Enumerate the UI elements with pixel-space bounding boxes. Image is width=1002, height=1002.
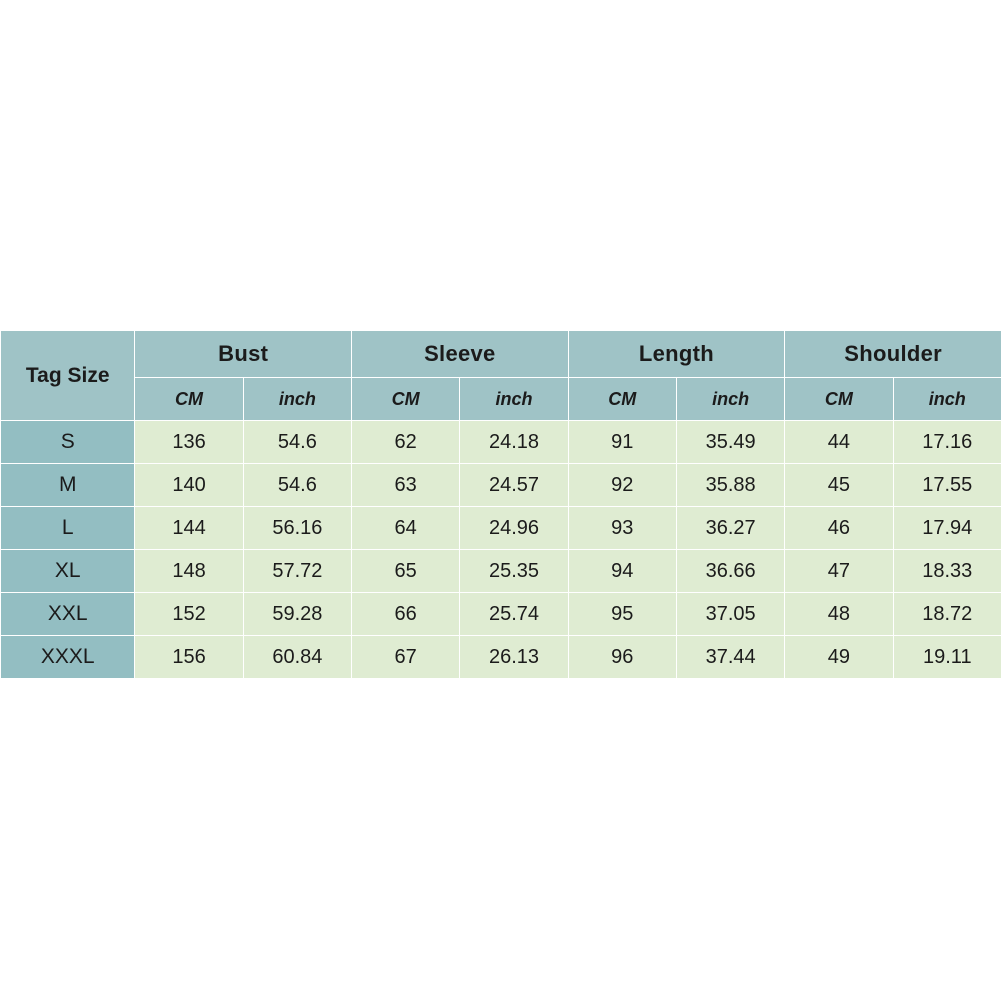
table-row [1, 507, 1002, 550]
cell-length-inch: 36.66 [676, 550, 784, 593]
cell-sleeve-inch: 25.35 [460, 550, 568, 593]
table-row [1, 636, 1002, 679]
cell-shoulder-inch: 18.33 [893, 550, 1001, 593]
cell-bust-inch: 59.28 [243, 593, 351, 636]
cell-sleeve-cm: 64 [352, 507, 460, 550]
cell-length-cm: 95 [568, 593, 676, 636]
header-group-length: Length [568, 331, 785, 378]
row-size-label: XXXL [1, 636, 135, 679]
cell-sleeve-inch: 25.74 [460, 593, 568, 636]
cell-length-cm: 96 [568, 636, 676, 679]
size-chart-table [0, 330, 1002, 679]
cell-sleeve-inch: 24.57 [460, 464, 568, 507]
cell-length-inch: 37.44 [676, 636, 784, 679]
cell-sleeve-cm: 65 [352, 550, 460, 593]
cell-sleeve-cm: 62 [352, 421, 460, 464]
header-unit-bust-cm: CM [135, 378, 243, 421]
cell-bust-inch: 54.6 [243, 464, 351, 507]
cell-length-cm: 92 [568, 464, 676, 507]
cell-length-cm: 94 [568, 550, 676, 593]
header-unit-length-inch: inch [676, 378, 784, 421]
header-row-groups [1, 331, 1002, 378]
cell-bust-cm: 148 [135, 550, 243, 593]
header-unit-shoulder-inch: inch [893, 378, 1001, 421]
header-unit-sleeve-inch: inch [460, 378, 568, 421]
table-row [1, 464, 1002, 507]
cell-shoulder-inch: 17.94 [893, 507, 1001, 550]
header-tag-size: Tag Size [1, 331, 135, 421]
cell-bust-inch: 54.6 [243, 421, 351, 464]
cell-sleeve-cm: 67 [352, 636, 460, 679]
cell-bust-cm: 144 [135, 507, 243, 550]
cell-bust-cm: 156 [135, 636, 243, 679]
cell-length-cm: 91 [568, 421, 676, 464]
header-unit-sleeve-cm: CM [352, 378, 460, 421]
cell-bust-inch: 56.16 [243, 507, 351, 550]
cell-shoulder-inch: 17.55 [893, 464, 1001, 507]
row-size-label: L [1, 507, 135, 550]
cell-length-inch: 36.27 [676, 507, 784, 550]
cell-shoulder-cm: 49 [785, 636, 893, 679]
cell-bust-cm: 136 [135, 421, 243, 464]
cell-bust-cm: 140 [135, 464, 243, 507]
row-size-label: XXL [1, 593, 135, 636]
table-row [1, 593, 1002, 636]
table-row [1, 421, 1002, 464]
row-size-label: S [1, 421, 135, 464]
size-chart-container [0, 330, 1002, 679]
cell-shoulder-inch: 17.16 [893, 421, 1001, 464]
row-size-label: M [1, 464, 135, 507]
cell-shoulder-cm: 44 [785, 421, 893, 464]
header-unit-shoulder-cm: CM [785, 378, 893, 421]
cell-sleeve-cm: 63 [352, 464, 460, 507]
header-group-sleeve: Sleeve [352, 331, 569, 378]
cell-bust-inch: 60.84 [243, 636, 351, 679]
cell-sleeve-cm: 66 [352, 593, 460, 636]
cell-bust-inch: 57.72 [243, 550, 351, 593]
table-body [1, 421, 1002, 679]
cell-length-inch: 37.05 [676, 593, 784, 636]
cell-shoulder-inch: 19.11 [893, 636, 1001, 679]
cell-shoulder-cm: 48 [785, 593, 893, 636]
cell-shoulder-cm: 47 [785, 550, 893, 593]
cell-length-inch: 35.88 [676, 464, 784, 507]
header-unit-length-cm: CM [568, 378, 676, 421]
header-group-bust: Bust [135, 331, 352, 378]
row-size-label: XL [1, 550, 135, 593]
cell-shoulder-inch: 18.72 [893, 593, 1001, 636]
cell-sleeve-inch: 24.96 [460, 507, 568, 550]
cell-bust-cm: 152 [135, 593, 243, 636]
cell-shoulder-cm: 46 [785, 507, 893, 550]
table-row [1, 550, 1002, 593]
header-row-units [1, 378, 1002, 421]
cell-length-inch: 35.49 [676, 421, 784, 464]
header-unit-bust-inch: inch [243, 378, 351, 421]
table-head [1, 331, 1002, 421]
cell-sleeve-inch: 24.18 [460, 421, 568, 464]
header-group-shoulder: Shoulder [785, 331, 1002, 378]
cell-sleeve-inch: 26.13 [460, 636, 568, 679]
cell-shoulder-cm: 45 [785, 464, 893, 507]
cell-length-cm: 93 [568, 507, 676, 550]
